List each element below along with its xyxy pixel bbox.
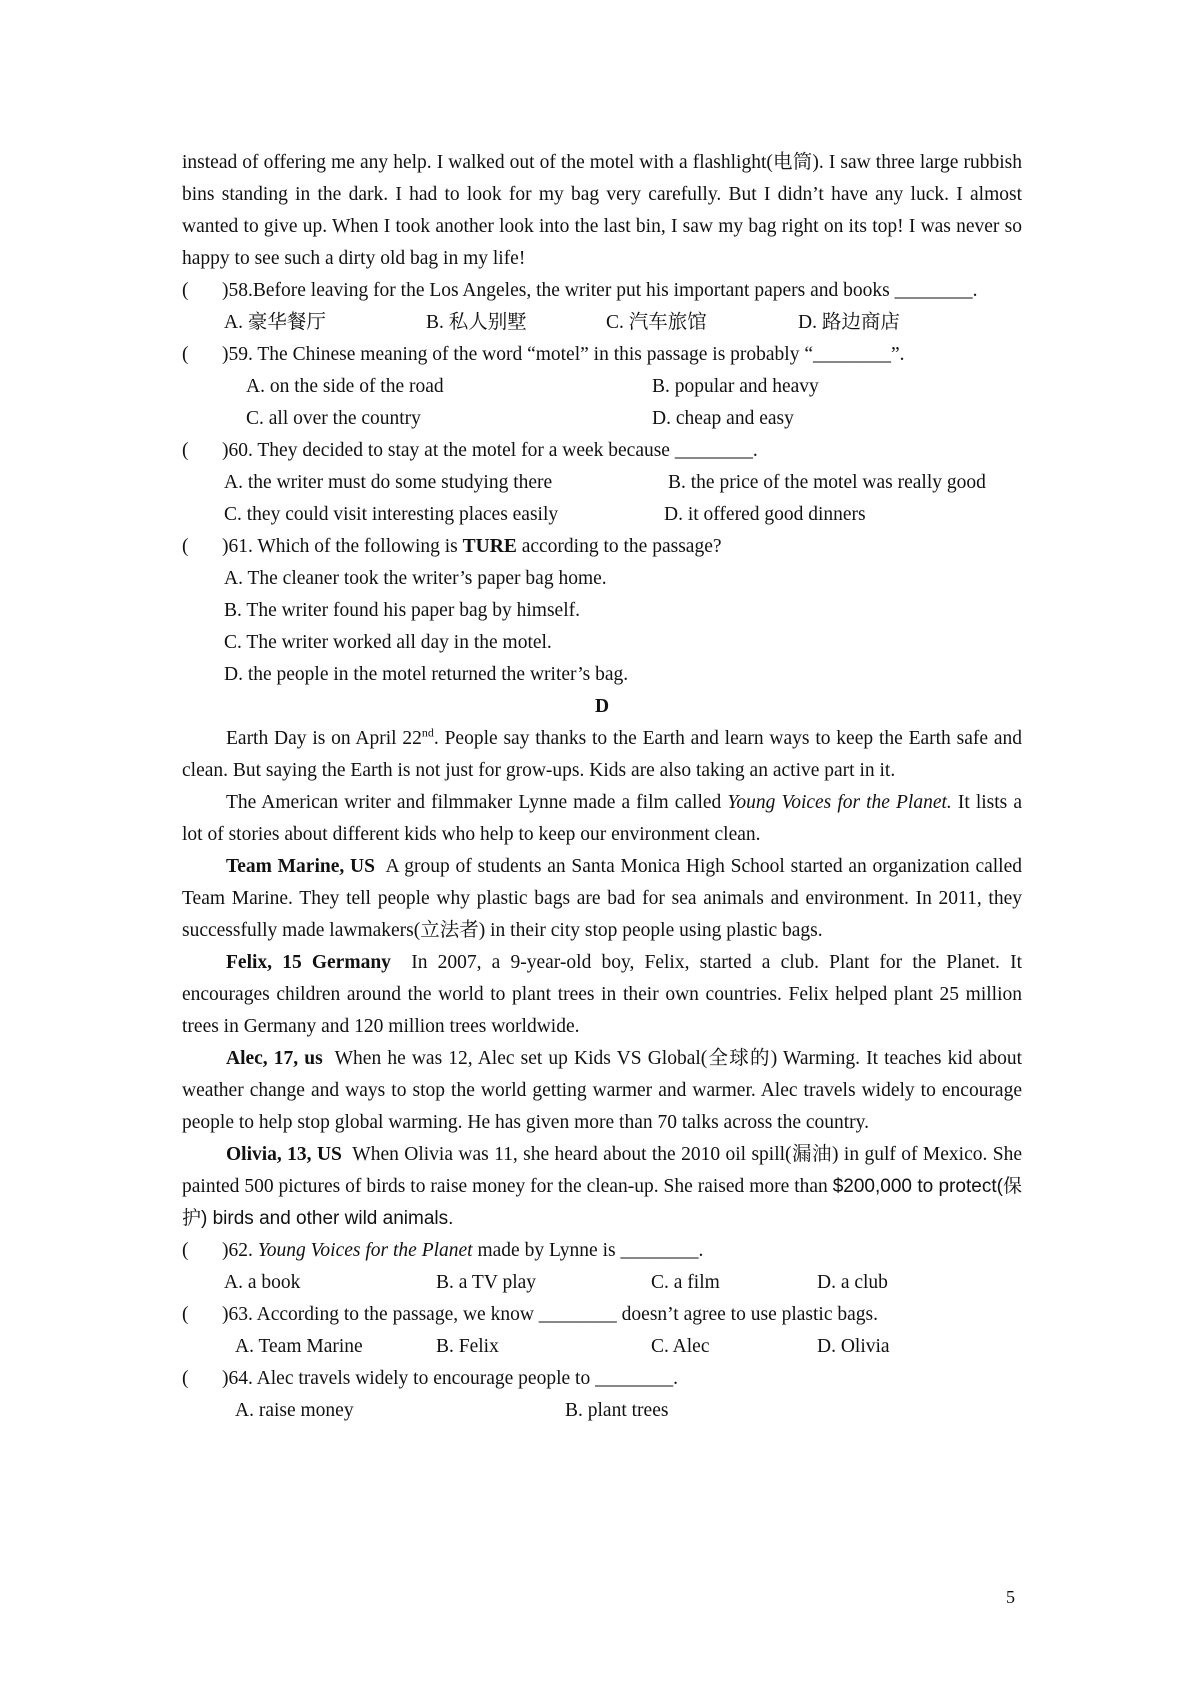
text: In 2007, a 9-year-old boy, Felix, started a club. Plant for the Planet. It encourages children around the world to plant trees in their own countries. Felix helped plant 25 million trees in Germany and 120 million trees worldwide. (182, 952, 1027, 1037)
question-stem (222, 1235, 1022, 1267)
text: The American writer and filmmaker Lynne made a film called (226, 792, 728, 813)
question-64-options (182, 1395, 1022, 1427)
text: When Olivia was 11, she heard about the 2010 oil spill(漏油) in gulf of Mexico. She painted 500 pictures of birds to raise money for the clean-up. She raised more than (182, 1144, 1027, 1197)
text: $200,000 to protect(保护) birds and other wild animals. (182, 1176, 1022, 1229)
profile-heading: Olivia, 13, US (226, 1144, 342, 1165)
stem-text: )62. (222, 1240, 258, 1261)
option-c: C. 汽车旅馆 (606, 312, 707, 333)
question-63-options (182, 1331, 1022, 1363)
passage-d-paragraph-2 (182, 787, 1022, 851)
answer-blank[interactable]: ( (182, 1240, 189, 1261)
film-title: Young Voices for the Planet (257, 1240, 473, 1261)
option-b: B. popular and heavy (652, 376, 819, 397)
answer-blank[interactable]: ( (182, 280, 189, 301)
passage-d-paragraph-6 (182, 1139, 1027, 1235)
answer-blank[interactable]: ( (182, 1368, 189, 1389)
text: . People say thanks to the Earth and learn ways to keep the Earth safe and clean. But saying the Earth is not just for grow-ups. Kids are also taking an active part in it. (182, 728, 1022, 781)
film-title: Young Voices for the Planet. (727, 792, 952, 813)
passage-d-paragraph-5 (182, 1043, 1027, 1139)
ordinal-suffix: nd (421, 725, 434, 740)
option-d: D. a club (817, 1272, 888, 1293)
option-c: C. Alec (651, 1336, 710, 1357)
stem-text: )61. Which of the following is (222, 536, 463, 557)
question-64 (182, 1363, 1022, 1395)
question-58 (182, 275, 1022, 307)
option-a: A. The cleaner took the writer’s paper bag home. (224, 568, 607, 589)
answer-blank[interactable]: ( (182, 536, 189, 557)
stem-text: made by Lynne is ________. (472, 1240, 704, 1261)
passage-d-paragraph-3 (182, 851, 1027, 947)
option-b: B. a TV play (436, 1272, 537, 1293)
option-b: B. 私人别墅 (426, 312, 527, 333)
question-62 (182, 1235, 1022, 1267)
question-61 (182, 531, 1022, 563)
question-63 (182, 1299, 1022, 1331)
question-stem: )63. According to the passage, we know ________ doesn’t agree to use plastic bags. (222, 1304, 878, 1325)
text: A group of students an Santa Monica High School started an organization called Team Marine. They tell people why plastic bags are bad for sea animals and environment. In 2011, they successfully made lawmakers(立法者) in their city stop people using plastic bags. (182, 856, 1027, 941)
question-stem (222, 531, 1022, 563)
option-c: C. The writer worked all day in the motel. (224, 632, 552, 653)
option-c: C. they could visit interesting places easily (224, 504, 559, 525)
question-stem: )64. Alec travels widely to encourage people to ________. (222, 1368, 678, 1389)
question-59-options-row1 (182, 371, 1022, 403)
question-58-options (182, 307, 1022, 339)
option-c: C. all over the country (246, 408, 421, 429)
option-b: B. The writer found his paper bag by himself. (224, 600, 580, 621)
question-60-options-row2 (182, 499, 1022, 531)
option-a: A. 豪华餐厅 (224, 312, 326, 333)
option-b: B. plant trees (565, 1400, 669, 1421)
option-d: D. cheap and easy (652, 408, 794, 429)
section-title: D (594, 696, 610, 717)
option-a: A. on the side of the road (246, 376, 444, 397)
option-a: A. a book (224, 1272, 301, 1293)
option-c: C. a film (651, 1272, 720, 1293)
question-59-options-row2 (182, 403, 1022, 435)
question-stem: )59. The Chinese meaning of the word “motel” in this passage is probably “________”. (222, 344, 905, 365)
page-number: 5 (1006, 1587, 1015, 1607)
text: It lists a lot of stories about different kids who help to keep our environment clean. (182, 792, 1022, 845)
text: When he was 12, Alec set up Kids VS Global(全球的) Warming. It teaches kid about weather change and ways to stop the world getting warmer and warmer. Alec travels widely to encourage people to help stop global warming. He has given more than 70 talks across the country. (182, 1048, 1027, 1133)
option-a: A. raise money (235, 1400, 354, 1421)
stem-emphasis: TURE (462, 536, 517, 557)
option-b: B. the price of the motel was really good (668, 472, 986, 493)
option-d: D. Olivia (817, 1336, 890, 1357)
passage-d-paragraph-4 (182, 947, 1027, 1043)
option-a: A. the writer must do some studying there (224, 472, 553, 493)
profile-heading: Felix, 15 Germany (226, 952, 391, 973)
option-a: A. Team Marine (235, 1336, 363, 1357)
profile-heading: Alec, 17, us (226, 1048, 323, 1069)
answer-blank[interactable]: ( (182, 344, 189, 365)
question-stem: )60. They decided to stay at the motel for a week because ________. (222, 440, 758, 461)
option-b: B. Felix (436, 1336, 499, 1357)
question-stem: )58.Before leaving for the Los Angeles, the writer put his important papers and books ________. (222, 280, 978, 301)
option-d: D. 路边商店 (798, 312, 900, 333)
text: Earth Day is on April 22 (226, 728, 422, 749)
answer-blank[interactable]: ( (182, 440, 189, 461)
option-d: D. it offered good dinners (664, 504, 866, 525)
passage-c-tail: instead of offering me any help. I walked out of the motel with a flashlight(电筒). I saw three large rubbish bins standing in the dark. I had to look for my bag very carefully. But I didn’t have any luck. I almost wanted to give up. When I took another look into the last bin, I saw my bag right on its top! I was never so happy to see such a dirty old bag in my life! (182, 152, 1022, 269)
answer-blank[interactable]: ( (182, 1304, 189, 1325)
passage-d-paragraph-1 (182, 723, 1022, 787)
question-62-options (182, 1267, 1022, 1299)
stem-text: according to the passage? (516, 536, 722, 557)
question-60 (182, 435, 1022, 467)
option-d: D. the people in the motel returned the writer’s bag. (224, 664, 629, 685)
page-content (182, 147, 1027, 1427)
question-60-options-row1 (182, 467, 1022, 499)
profile-heading: Team Marine, US (226, 856, 375, 877)
question-59 (182, 339, 1022, 371)
